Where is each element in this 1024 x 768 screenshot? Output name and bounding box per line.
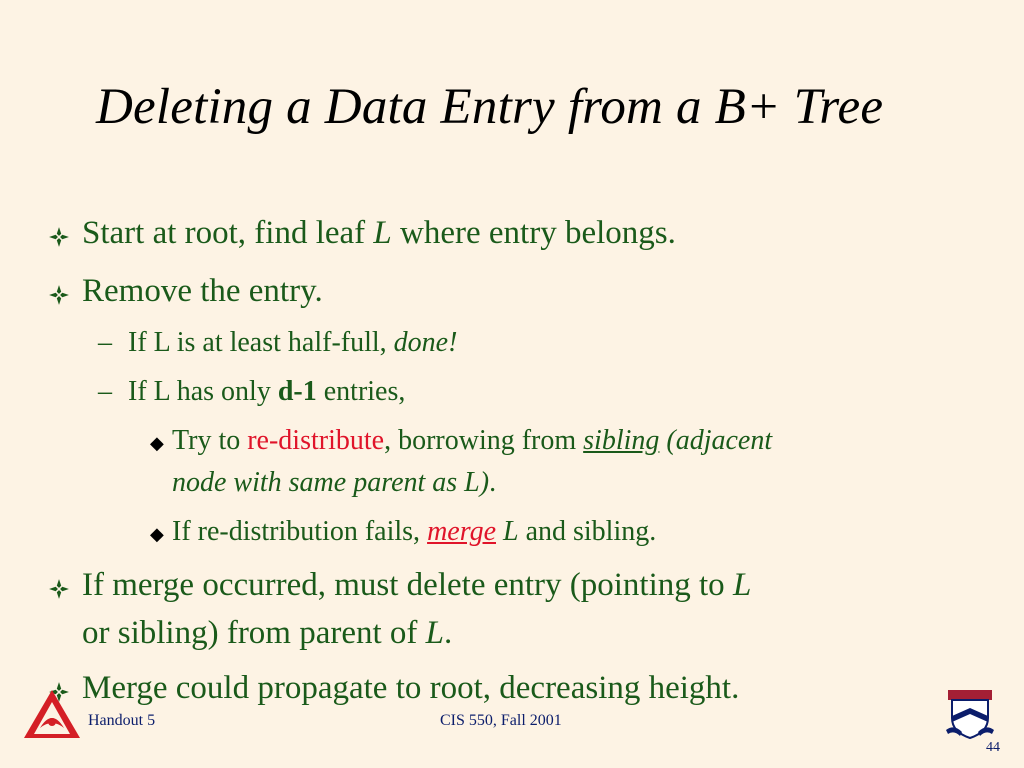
bullet-icon [48,578,70,600]
sub-sub-bullet-1-line-1: Try to re-distribute, borrowing from sibling (adjacent [172,425,773,456]
bullet-icon [48,226,70,248]
footer-handout: Handout 5 [88,712,156,729]
footer-course: CIS 550, Fall 2001 [440,712,562,729]
sub-sub-bullet-2: If re-distribution fails, merge L and sibling. [172,516,657,547]
bullet-3-line-2: or sibling) from parent of L. [82,615,453,651]
triangle-logo-icon [22,688,82,740]
sub-bullet-2: If L has only d-1 entries, [128,376,406,407]
shield-logo-icon [944,688,996,740]
dash-bullet: – [98,327,112,358]
bullet-3-line-1: If merge occurred, must delete entry (pointing to L [82,567,752,603]
bullet-icon [48,284,70,306]
diamond-bullet: ◆ [150,524,164,544]
page-number: 44 [986,740,1000,755]
slide-title: Deleting a Data Entry from a B+ Tree [96,79,884,135]
sub-sub-bullet-1-line-2: node with same parent as L). [172,467,497,498]
bullet-1: Start at root, find leaf L where entry belongs. [82,215,676,251]
sub-bullet-1: If L is at least half-full, done! [128,327,458,358]
dash-bullet: – [98,376,112,407]
bullet-2: Remove the entry. [82,273,323,309]
bullet-4: Merge could propagate to root, decreasing height. [82,670,740,706]
diamond-bullet: ◆ [150,433,164,453]
